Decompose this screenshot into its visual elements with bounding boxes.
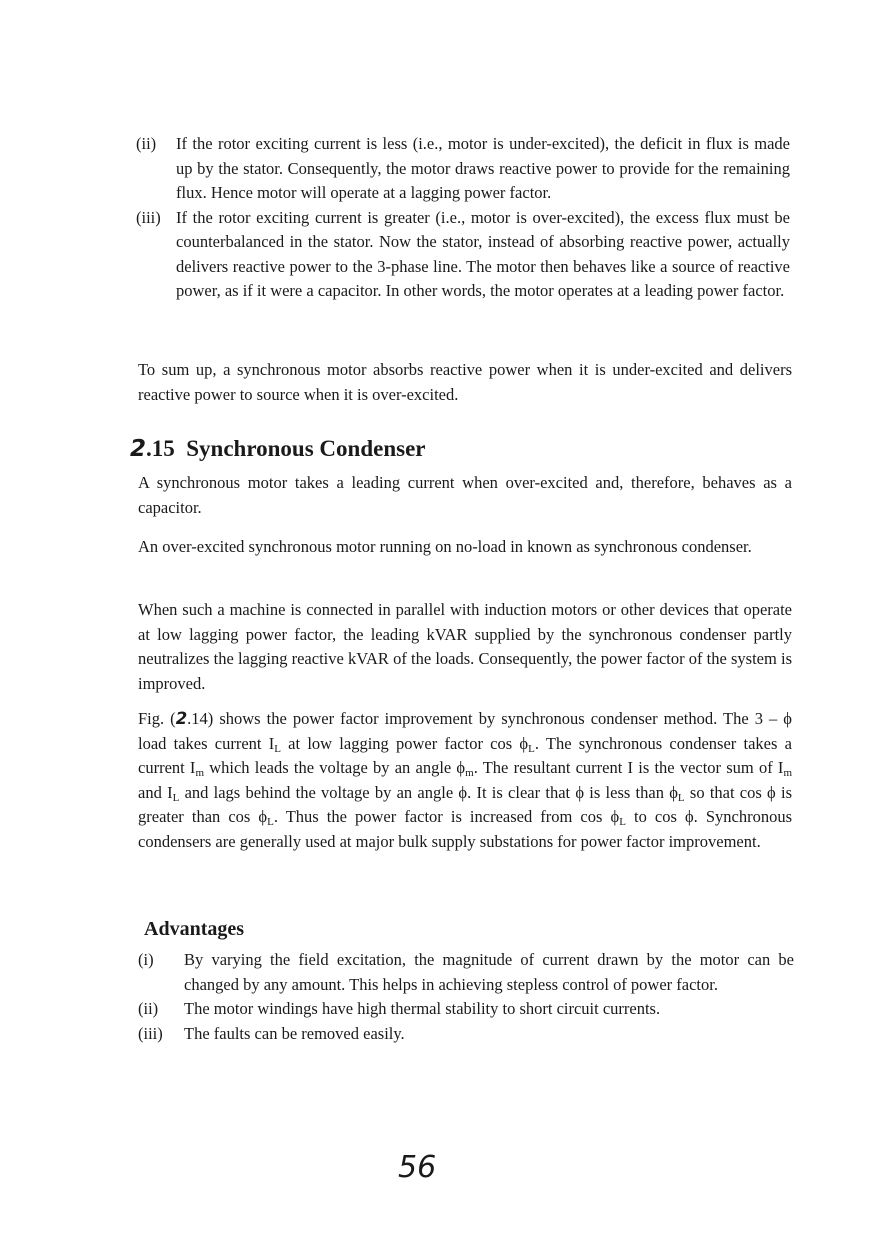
- list-item-text: The motor windings have high thermal stability to short circuit currents.: [184, 999, 661, 1018]
- handwritten-chapter-number: 2: [175, 709, 188, 728]
- list-item-number: (ii): [136, 134, 157, 153]
- condenser-definition-paragraph: An over-excited synchronous motor running on no-load in known as synchronous condenser.: [138, 537, 752, 556]
- reactive-power-list: [136, 132, 790, 304]
- list-item: [136, 132, 790, 206]
- parallel-connection-paragraph: When such a machine is connected in parallel with induction motors or other devices that operate at low lagging power factor, the leading kVAR supplied by the synchronous condenser partly neutralizes the lagging reactive kVAR of the loads. Consequently, the power factor of the system is improved.: [138, 600, 792, 693]
- list-item-number: (iii): [138, 1023, 163, 1043]
- list-item: [138, 1022, 794, 1047]
- advantages-list: [138, 948, 794, 1046]
- advantages-heading: Advantages: [144, 918, 245, 940]
- section-number: .15: [146, 436, 175, 461]
- page-number: 56: [398, 1150, 437, 1185]
- list-item: [138, 948, 794, 997]
- section-title: Synchronous Condenser: [186, 436, 426, 461]
- list-item-number: (ii): [138, 999, 159, 1018]
- section-heading: [130, 436, 426, 462]
- definition-paragraph: A synchronous motor takes a leading current when over-excited and, therefore, behaves as a capacitor.: [138, 473, 792, 517]
- handwritten-chapter-number: 2: [130, 436, 147, 462]
- list-item-text: The faults can be removed easily.: [184, 1023, 405, 1043]
- list-item-number: (iii): [136, 207, 161, 227]
- list-item-text: If the rotor exciting current is greater (i.e., motor is over-excited), the excess flux must be counterbalanced in the stator. Now the stator, instead of absorbing reactive power, actually delivers reactive power to the 3-phase line. The motor then behaves like a source of reactive power, as if it were a capacitor. In other words, the motor operates at a leading power factor.: [176, 207, 790, 300]
- list-item-text: If the rotor exciting current is less (i.e., motor is under-excited), the deficit in flux is made up by the stator. Consequently, the motor draws reactive power to provide for the remaining flux. Hence motor will operate at a lagging power factor.: [176, 134, 790, 202]
- list-item: [138, 997, 794, 1022]
- figure-explanation-paragraph: Fig. (2.14) shows the power factor improvement by synchronous condenser method. The 3 – ϕ load takes current $I_L$ at low lagging power factor $\cos \phi_L$. The synchronous condenser takes a current $I_m$ which leads the voltage by an angle $\phi_m$. The resultant current I is the vector sum of $I_m$ and $I_L$ and lags behind the voltage by an angle ϕ. It is clear that ϕ is less than $\phi_L$ so that cos ϕ is greater than $\cos \phi_L$. Thus the power factor is increased from $\cos \phi_L$ to cos ϕ. Synchronous condensers are generally used at major bulk supply substations for power factor improvement.: [138, 709, 792, 851]
- list-item-text: By varying the field excitation, the magnitude of current drawn by the motor can be changed by any amount. This helps in achieving stepless control of power factor.: [184, 950, 794, 994]
- list-item-number: (i): [138, 950, 154, 969]
- summary-paragraph: To sum up, a synchronous motor absorbs reactive power when it is under-excited and delivers reactive power to source when it is over-excited.: [138, 360, 792, 404]
- list-item: [136, 206, 790, 304]
